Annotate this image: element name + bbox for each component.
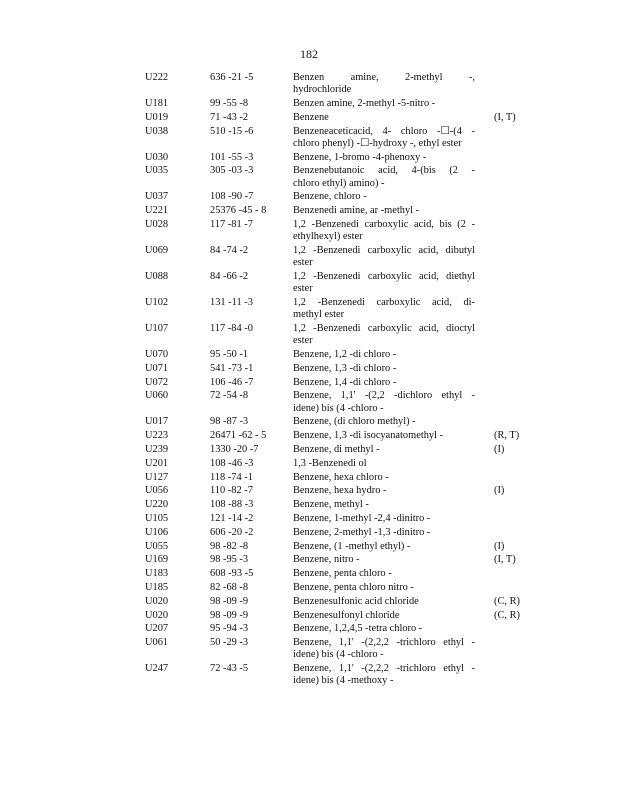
substance-name-line: Benzene, di methyl - [293, 443, 380, 455]
substance-name-line: Benzene, 1,3 -di isocyanatomethyl - [293, 430, 444, 442]
substance-name-line: ester [293, 335, 313, 347]
table-row [0, 165, 618, 191]
waste-code: U072 [145, 376, 169, 388]
table-row [0, 72, 618, 98]
waste-code-table [0, 72, 618, 689]
cas-number: 25376 -45 - 8 [210, 205, 267, 217]
waste-code: U183 [145, 568, 169, 580]
waste-code: U222 [145, 72, 169, 83]
table-row [0, 390, 618, 416]
substance-name [293, 610, 475, 622]
substance-name-line: ethylhexyl) ester [293, 231, 363, 243]
substance-name [293, 596, 475, 608]
cas-number: 541 -73 -1 [210, 362, 254, 374]
table-row [0, 112, 618, 126]
hazard-code: (R, T) [494, 430, 520, 442]
substance-name-line: Benzene, 1,4 -di chloro - [293, 376, 397, 388]
substance-name-line: Benzenedi amine, ar -methyl - [293, 205, 420, 217]
table-row [0, 191, 618, 205]
cas-number: 84 -66 -2 [210, 270, 249, 282]
table-row [0, 485, 618, 499]
table-row [0, 152, 618, 166]
substance-name [293, 637, 475, 661]
substance-name [293, 112, 475, 124]
table-row [0, 416, 618, 430]
cas-number: 98 -87 -3 [210, 416, 249, 428]
substance-name [293, 485, 475, 497]
table-row [0, 271, 618, 297]
hazard-code: (C, R) [494, 595, 520, 607]
substance-name-line: 1,2 -Benzenedi carboxylic acid, dioctyl [293, 322, 475, 334]
substance-name-line: Benzene, 1,2 -di chloro - [293, 348, 397, 360]
table-row [0, 527, 618, 541]
substance-name [293, 568, 475, 580]
substance-name-line: 1,2 -Benzenedi carboxylic acid, bis (2 - [293, 218, 475, 230]
table-row [0, 377, 618, 391]
substance-name [293, 416, 475, 428]
waste-code: U223 [145, 430, 169, 442]
substance-name-line: Benzenesulfonic acid chloride [293, 595, 419, 607]
substance-name-line: Benzene, chloro - [293, 191, 367, 203]
waste-code: U061 [145, 637, 169, 649]
substance-name [293, 126, 475, 150]
table-row [0, 458, 618, 472]
substance-name [293, 271, 475, 295]
waste-code: U019 [145, 111, 169, 123]
substance-name [293, 323, 475, 347]
substance-name [293, 152, 475, 164]
table-row [0, 596, 618, 610]
table-row [0, 363, 618, 377]
page-number: 182 [300, 47, 318, 61]
cas-number: 106 -46 -7 [210, 376, 254, 388]
substance-name-line: Benzene, 1,1' -(2,2,2 -trichloro ethyl - [293, 637, 475, 649]
table-row [0, 98, 618, 112]
waste-code: U020 [145, 595, 169, 607]
substance-name-line: Benzene, 1,1' -(2,2 -dichloro ethyl - [293, 390, 475, 402]
substance-name-line: Benzene, 1-bromo -4-phenoxy - [293, 151, 427, 163]
table-row [0, 349, 618, 363]
substance-name-line: Benzene, hexa chloro - [293, 471, 389, 483]
substance-name [293, 297, 475, 321]
substance-name-line: Benzene [293, 111, 329, 123]
waste-code: U102 [145, 296, 169, 308]
cas-number: 26471 -62 - 5 [210, 430, 267, 442]
table-row [0, 568, 618, 582]
cas-number: 82 -68 -8 [210, 581, 249, 593]
waste-code: U105 [145, 512, 169, 524]
waste-code: U071 [145, 362, 169, 374]
substance-name [293, 444, 475, 456]
cas-number: 305 -03 -3 [210, 165, 254, 177]
table-row [0, 126, 618, 152]
substance-name-line: idene) bis (4 -chloro - [293, 402, 384, 414]
waste-code: U239 [145, 443, 169, 455]
substance-name-line: 1,2 -Benzenedi carboxylic acid, di- [293, 296, 475, 308]
cas-number: 98 -82 -8 [210, 540, 249, 552]
substance-name-line: Benzene, (di chloro methyl) - [293, 416, 416, 428]
waste-code: U038 [145, 125, 169, 137]
table-row [0, 499, 618, 513]
substance-name-line: Benzen amine, 2-methyl -5-nitro - [293, 98, 436, 109]
waste-code: U106 [145, 526, 169, 538]
substance-name [293, 363, 475, 375]
table-row [0, 245, 618, 271]
waste-code: U220 [145, 499, 169, 511]
substance-name-line: Benzene, 1-methyl -2,4 -dinitro - [293, 512, 431, 524]
waste-code: U037 [145, 191, 169, 203]
cas-number: 84 -74 -2 [210, 244, 249, 256]
substance-name [293, 165, 475, 189]
substance-name [293, 98, 475, 110]
substance-name [293, 430, 475, 442]
table-row [0, 582, 618, 596]
cas-number: 98 -09 -9 [210, 595, 249, 607]
waste-code: U247 [145, 663, 169, 675]
table-row [0, 554, 618, 568]
table-row [0, 513, 618, 527]
cas-number: 1330 -20 -7 [210, 443, 259, 455]
substance-name-line: 1,3 -Benzenedi ol [293, 457, 367, 469]
substance-name-line: hydrochloride [293, 84, 352, 96]
substance-name-line: 1,2 -Benzenedi carboxylic acid, diethyl [293, 270, 475, 282]
table-row [0, 637, 618, 663]
substance-name-line: 1,2 -Benzenedi carboxylic acid, dibutyl [293, 244, 475, 256]
substance-name-line: ester [293, 283, 313, 295]
table-row [0, 205, 618, 219]
cas-number: 72 -54 -8 [210, 390, 249, 402]
waste-code: U107 [145, 322, 169, 334]
substance-name [293, 623, 475, 635]
waste-code: U207 [145, 623, 169, 635]
substance-name [293, 458, 475, 470]
substance-name-line: Benzene, penta chloro - [293, 568, 392, 580]
substance-name [293, 472, 475, 484]
table-row [0, 444, 618, 458]
hazard-code: (I) [494, 443, 505, 455]
substance-name [293, 219, 475, 243]
cas-number: 118 -74 -1 [210, 471, 253, 483]
substance-name [293, 663, 475, 687]
substance-name [293, 554, 475, 566]
cas-number: 98 -95 -3 [210, 554, 249, 566]
substance-name-line: Benzene, 1,2,4,5 -tetra chloro - [293, 623, 423, 635]
substance-name-line: ester [293, 257, 313, 269]
cas-number: 108 -90 -7 [210, 191, 254, 203]
substance-name-line: Benzene, 1,1' -(2,2,2 -trichloro ethyl - [293, 663, 475, 675]
table-row [0, 541, 618, 555]
substance-name [293, 191, 475, 203]
cas-number: 72 -43 -5 [210, 663, 249, 675]
hazard-code: (I) [494, 485, 505, 497]
substance-name-line: Benzen amine, 2-methyl -, [293, 72, 475, 83]
cas-number: 95 -94 -3 [210, 623, 249, 635]
table-row [0, 623, 618, 637]
cas-number: 101 -55 -3 [210, 151, 254, 163]
hazard-code: (I) [494, 540, 505, 552]
substance-name-line: Benzenesulfonyl chloride [293, 609, 400, 621]
cas-number: 636 -21 -5 [210, 72, 254, 83]
substance-name-line: Benzene, hexa hydro - [293, 485, 387, 497]
substance-name-line: Benzene, 1,3 -di chloro - [293, 362, 397, 374]
table-row [0, 663, 618, 689]
cas-number: 95 -50 -1 [210, 348, 249, 360]
substance-name-line: Benzene, (1 -methyl ethyl) - [293, 540, 411, 552]
cas-number: 117 -84 -0 [210, 322, 253, 334]
substance-name [293, 377, 475, 389]
cas-number: 71 -43 -2 [210, 111, 249, 123]
waste-code: U169 [145, 554, 169, 566]
substance-name [293, 582, 475, 594]
substance-name [293, 205, 475, 217]
table-row [0, 430, 618, 444]
waste-code: U056 [145, 485, 169, 497]
substance-name [293, 499, 475, 511]
substance-name [293, 527, 475, 539]
substance-name-line: Benzene, penta chloro nitro - [293, 581, 414, 593]
waste-code: U181 [145, 98, 169, 109]
substance-name-line: Benzene, methyl - [293, 499, 369, 511]
waste-code: U060 [145, 390, 169, 402]
waste-code: U020 [145, 609, 169, 621]
substance-name-line: methyl ester [293, 309, 345, 321]
table-row [0, 219, 618, 245]
cas-number: 131 -11 -3 [210, 296, 253, 308]
waste-code: U017 [145, 416, 169, 428]
waste-code: U030 [145, 151, 169, 163]
hazard-code: (I, T) [494, 111, 516, 123]
hazard-code: (C, R) [494, 609, 520, 621]
substance-name [293, 513, 475, 525]
waste-code: U185 [145, 581, 169, 593]
substance-name-line: Benzene, 2-methyl -1,3 -dinitro - [293, 526, 431, 538]
waste-code: U028 [145, 218, 169, 230]
waste-code: U201 [145, 457, 169, 469]
cas-number: 117 -81 -7 [210, 218, 253, 230]
waste-code: U127 [145, 471, 169, 483]
cas-number: 108 -88 -3 [210, 499, 254, 511]
cas-number: 121 -14 -2 [210, 512, 254, 524]
table-row [0, 323, 618, 349]
cas-number: 98 -09 -9 [210, 609, 249, 621]
waste-code: U069 [145, 244, 169, 256]
cas-number: 510 -15 -6 [210, 125, 254, 137]
substance-name [293, 390, 475, 414]
table-row [0, 610, 618, 624]
cas-number: 608 -93 -5 [210, 568, 254, 580]
waste-code: U070 [145, 348, 169, 360]
substance-name-line: chloro phenyl) -☐-hydroxy -, ethyl ester [293, 137, 462, 149]
table-row [0, 472, 618, 486]
hazard-code: (I, T) [494, 554, 516, 566]
waste-code: U088 [145, 270, 169, 282]
table-row [0, 297, 618, 323]
waste-code: U035 [145, 165, 169, 177]
waste-code: U221 [145, 205, 169, 217]
substance-name-line: Benzene, nitro - [293, 554, 360, 566]
substance-name-line: Benzenebutanoic acid, 4-(bis (2 - [293, 165, 475, 177]
substance-name [293, 245, 475, 269]
substance-name-line: idene) bis (4 -chloro - [293, 649, 384, 661]
cas-number: 108 -46 -3 [210, 457, 254, 469]
substance-name-line: idene) bis (4 -methoxy - [293, 675, 394, 687]
waste-code: U055 [145, 540, 169, 552]
substance-name-line: chloro ethyl) amino) - [293, 177, 385, 189]
substance-name [293, 541, 475, 553]
cas-number: 50 -29 -3 [210, 637, 249, 649]
substance-name-line: Benzeneaceticacid, 4- chloro -☐-(4 - [293, 125, 475, 137]
substance-name [293, 349, 475, 361]
cas-number: 606 -20 -2 [210, 526, 254, 538]
cas-number: 110 -82 -7 [210, 485, 253, 497]
cas-number: 99 -55 -8 [210, 98, 249, 109]
substance-name [293, 72, 475, 96]
